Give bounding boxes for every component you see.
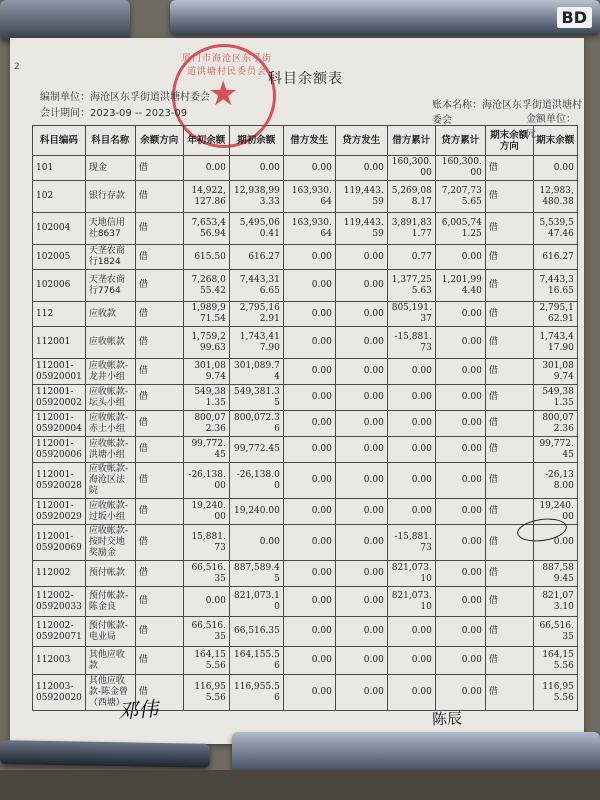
page-number: 2 (14, 62, 20, 72)
table-cell: 借 (135, 525, 183, 561)
table-cell: 0.00 (335, 245, 387, 270)
table-cell: 112001-05920001 (33, 359, 86, 385)
table-cell: 借 (485, 525, 533, 561)
compiling-unit: 编制单位：海沧区东孚街道洪塘村委会 (40, 92, 210, 103)
table-cell: 0.00 (335, 359, 387, 385)
table-cell: 0.00 (435, 245, 485, 270)
table-cell: 3,891,831.77 (387, 213, 435, 245)
table-cell: 112003 (33, 647, 86, 675)
table-cell: 0.00 (435, 327, 485, 359)
table-cell: 借 (135, 156, 183, 181)
table-cell: 112001-05920028 (33, 463, 86, 499)
table-cell: 0.00 (335, 675, 387, 711)
table-cell: 66,516.35 (183, 561, 229, 587)
table-cell: 预付帐款-陈金良 (85, 587, 135, 617)
table-cell: 112002-05920071 (33, 617, 86, 647)
table-cell: 12,938,993.33 (229, 181, 283, 213)
table-cell: 160,300.00 (387, 156, 435, 181)
signature-left: 邓伟 (117, 696, 159, 724)
table-cell: 0.00 (387, 359, 435, 385)
table-cell: 0.00 (335, 617, 387, 647)
table-cell: 887,589.45 (229, 561, 283, 587)
table-cell: 5,539,547.46 (533, 213, 577, 245)
seal-text: 厦门市海沧区东孚街道洪塘村民委员会 (181, 54, 272, 77)
table-cell: 0.00 (335, 647, 387, 675)
table-cell: 7,268,055.42 (183, 270, 229, 302)
table-header-row (33, 126, 578, 156)
table-cell: 616.27 (533, 245, 577, 270)
column-header: 期初余额 (229, 126, 283, 156)
table-cell: 预付帐款-电业局 (85, 617, 135, 647)
table-cell: 0.00 (283, 561, 335, 587)
column-header: 期末余额方向 (485, 126, 533, 156)
column-header: 借方发生 (283, 126, 335, 156)
table-cell: 821,073.10 (387, 561, 435, 587)
table-cell: 1,377,255.63 (387, 270, 435, 302)
table-cell: 借 (135, 411, 183, 437)
table-cell: 19,240.00 (229, 499, 283, 525)
table-cell: 116,955.56 (533, 675, 577, 711)
column-header: 科目编码 (33, 126, 86, 156)
table-cell: 112001-05920006 (33, 437, 86, 463)
table-cell: 借 (135, 675, 183, 711)
table-cell: 0.00 (283, 385, 335, 411)
table-cell: 0.00 (283, 647, 335, 675)
column-header: 贷方发生 (335, 126, 387, 156)
table-cell: 0.00 (435, 359, 485, 385)
accounting-period: 会计期间：2023-09 -- 2023-09 (40, 108, 188, 119)
table-cell: 应收款 (85, 302, 135, 327)
table-cell: 0.00 (283, 245, 335, 270)
table-cell: 天地信用社8637 (85, 213, 135, 245)
table-cell: 0.00 (435, 385, 485, 411)
table-cell: 0.00 (283, 411, 335, 437)
table-cell: 301,089.74 (229, 359, 283, 385)
table-cell: 应收帐款 (85, 327, 135, 359)
table-cell: 112001-05920069 (33, 525, 86, 561)
table-cell: 119,443.59 (335, 213, 387, 245)
table-cell: 借 (135, 385, 183, 411)
background-binder-bar-bottom-left (0, 740, 210, 768)
table-cell: 应收帐款-龙井小组 (85, 359, 135, 385)
table-cell: 借 (485, 302, 533, 327)
table-cell: 102 (33, 181, 86, 213)
table-cell: 112001 (33, 327, 86, 359)
table-cell: 0.00 (283, 270, 335, 302)
table-cell: 借 (485, 499, 533, 525)
table-cell: 301,089.74 (533, 359, 577, 385)
table-cell: 借 (135, 181, 183, 213)
table-cell: 借 (135, 463, 183, 499)
table-cell: 99,772.45 (229, 437, 283, 463)
table-cell: 0.00 (387, 385, 435, 411)
table-cell: 0.00 (283, 587, 335, 617)
table-cell: 借 (485, 156, 533, 181)
table-cell: 借 (135, 327, 183, 359)
table-cell: 7,653,456.94 (183, 213, 229, 245)
table-cell: 0.77 (387, 245, 435, 270)
table-cell: 0.00 (387, 463, 435, 499)
table-cell: 800,072.36 (533, 411, 577, 437)
table-cell: 119,443.59 (335, 181, 387, 213)
table-cell: 0.00 (335, 411, 387, 437)
table-cell: 0.00 (335, 587, 387, 617)
table-cell: 549,381.35 (533, 385, 577, 411)
brand-sticker: BD (557, 7, 592, 28)
table-row (33, 181, 578, 213)
table-cell: 0.00 (229, 156, 283, 181)
table-cell: 0.00 (283, 359, 335, 385)
table-cell: 天垄农商行7764 (85, 270, 135, 302)
table-cell: 0.00 (387, 499, 435, 525)
background-binder-clip-right (170, 0, 600, 34)
table-cell: 0.00 (435, 302, 485, 327)
column-header: 科目名称 (85, 126, 135, 156)
table-cell: 5,269,088.17 (387, 181, 435, 213)
table-cell: 112001-05920004 (33, 411, 86, 437)
table-cell: 112001-05920029 (33, 499, 86, 525)
table-cell: 0.00 (387, 411, 435, 437)
table-cell: 应收帐款-洪塘小组 (85, 437, 135, 463)
table-row (33, 327, 578, 359)
table-cell: 0.00 (335, 437, 387, 463)
table-cell: 0.00 (435, 499, 485, 525)
table-row (33, 302, 578, 327)
table-cell: 0.00 (183, 587, 229, 617)
table-cell: 112002 (33, 561, 86, 587)
table-cell: 借 (485, 385, 533, 411)
table-row (33, 561, 578, 587)
table-cell: 0.00 (387, 675, 435, 711)
table-cell: 800,072.36 (229, 411, 283, 437)
table-cell: 549,381.35 (183, 385, 229, 411)
column-header: 年初余额 (183, 126, 229, 156)
table-cell: 借 (135, 647, 183, 675)
table-cell: 应收帐款-过坂小组 (85, 499, 135, 525)
table-cell: 1,989,971.54 (183, 302, 229, 327)
table-cell: 163,930.64 (283, 213, 335, 245)
table-cell: -15,881.73 (387, 327, 435, 359)
column-header: 余额方向 (135, 126, 183, 156)
table-cell: 0.00 (435, 617, 485, 647)
table-cell: 借 (485, 437, 533, 463)
table-cell: 1,201,994.40 (435, 270, 485, 302)
table-cell: 0.00 (533, 156, 577, 181)
table-cell: 借 (135, 359, 183, 385)
table-cell: 163,930.64 (283, 181, 335, 213)
table-cell: 0.00 (335, 561, 387, 587)
table-cell: 19,240.00 (533, 499, 577, 525)
account-book-name: 账本名称：海沧区东孚街道洪塘村委会 (432, 100, 582, 126)
table-row (33, 245, 578, 270)
table-cell: 66,516.35 (183, 617, 229, 647)
table-cell: 99,772.45 (533, 437, 577, 463)
table-cell: 0.00 (435, 561, 485, 587)
balance-table (32, 125, 578, 711)
table-cell: 616.27 (229, 245, 283, 270)
table-cell: 应收帐款-赤土小组 (85, 411, 135, 437)
table-row (33, 270, 578, 302)
table-cell: 164,155.56 (533, 647, 577, 675)
table-cell: 借 (485, 675, 533, 711)
table-row (33, 463, 578, 499)
table-cell: 615.50 (183, 245, 229, 270)
table-cell: 借 (485, 561, 533, 587)
table-cell: 借 (485, 617, 533, 647)
table-cell: 借 (135, 245, 183, 270)
table-cell: 164,155.56 (229, 647, 283, 675)
table-cell: 应收帐款-按时交地奖励金 (85, 525, 135, 561)
table-cell: 其他应收款-陈金曾（西塘） (85, 675, 135, 711)
table-cell: 借 (485, 647, 533, 675)
table-cell: 0.00 (435, 525, 485, 561)
document-title: 科目余额表 (268, 71, 343, 87)
table-cell: 112 (33, 302, 86, 327)
table-cell: 160,300.00 (435, 156, 485, 181)
table-cell: 借 (135, 617, 183, 647)
table-cell: 应收帐款-海沧区法院 (85, 463, 135, 499)
table-cell: 0.00 (283, 525, 335, 561)
table-cell: 0.00 (335, 302, 387, 327)
table-cell: 112001-05920002 (33, 385, 86, 411)
table-cell: 0.00 (283, 302, 335, 327)
document-page (10, 38, 584, 744)
table-cell: 102005 (33, 245, 86, 270)
table-cell: 15,881.73 (183, 525, 229, 561)
table-cell: 0.00 (183, 156, 229, 181)
table-cell: 549,381.35 (229, 385, 283, 411)
table-row (33, 675, 578, 711)
table-row (33, 411, 578, 437)
table-row (33, 525, 578, 561)
table-row (33, 617, 578, 647)
table-cell: 0.00 (335, 270, 387, 302)
table-cell: 0.00 (283, 617, 335, 647)
table-cell: 14,922,127.86 (183, 181, 229, 213)
table-cell: 0.00 (435, 587, 485, 617)
table-cell: 0.00 (335, 463, 387, 499)
table-cell: 116,955.56 (183, 675, 229, 711)
background-binder-clip-left (0, 0, 130, 40)
table-row (33, 359, 578, 385)
table-cell: 301,089.74 (183, 359, 229, 385)
table-cell: -26,138.00 (183, 463, 229, 499)
currency-unit: 金额单位：元 (526, 114, 576, 140)
table-cell: 0.00 (283, 437, 335, 463)
column-header: 借方累计 (387, 126, 435, 156)
table-cell: 借 (485, 213, 533, 245)
table-cell: 116,955.56 (229, 675, 283, 711)
table-cell: 0.00 (435, 437, 485, 463)
table-cell: 其他应收款 (85, 647, 135, 675)
table-cell: 66,516.35 (229, 617, 283, 647)
table-cell: 7,443,316.65 (229, 270, 283, 302)
table-cell: -26,138.00 (229, 463, 283, 499)
table-cell: 借 (135, 302, 183, 327)
table-cell: 借 (485, 411, 533, 437)
table-cell: 1,743,417.90 (229, 327, 283, 359)
table-cell: 821,073.10 (387, 587, 435, 617)
table-cell: 0.00 (229, 525, 283, 561)
table-cell: 821,073.10 (229, 587, 283, 617)
seal-star-icon: ★ (208, 74, 239, 114)
table-cell: 112003-05920020 (33, 675, 86, 711)
table-cell: 887,589.45 (533, 561, 577, 587)
table-cell: 7,207,735.65 (435, 181, 485, 213)
table-row (33, 647, 578, 675)
table-cell: 借 (485, 587, 533, 617)
table-cell: 0.00 (283, 499, 335, 525)
table-cell: 借 (485, 359, 533, 385)
table-cell: 0.00 (335, 156, 387, 181)
table-cell: 0.00 (387, 647, 435, 675)
table-cell: 821,073.10 (533, 587, 577, 617)
table-cell: 现金 (85, 156, 135, 181)
table-cell: 0.00 (283, 675, 335, 711)
signature-right: 陈辰 (431, 709, 463, 729)
table-cell: 借 (485, 463, 533, 499)
table-cell: -26,138.00 (533, 463, 577, 499)
table-cell: 7,443,316.65 (533, 270, 577, 302)
table-row (33, 437, 578, 463)
table-cell: 805,191.37 (387, 302, 435, 327)
table-row (33, 499, 578, 525)
table-cell: 应收帐款-坛头小组 (85, 385, 135, 411)
table-row (33, 213, 578, 245)
table-cell: 12,983,480.38 (533, 181, 577, 213)
table-row (33, 385, 578, 411)
table-cell: 1,759,299.63 (183, 327, 229, 359)
table-cell: 164,155.56 (183, 647, 229, 675)
table-cell: 借 (485, 245, 533, 270)
table-cell: 0.00 (283, 327, 335, 359)
table-row (33, 587, 578, 617)
table-cell: 19,240.00 (183, 499, 229, 525)
table-cell: 0.00 (283, 463, 335, 499)
table-cell: 借 (135, 499, 183, 525)
table-cell: 2,795,162.91 (229, 302, 283, 327)
table-cell: 66,516.35 (533, 617, 577, 647)
table-cell: 0.00 (435, 463, 485, 499)
table-cell: 800,072.36 (183, 411, 229, 437)
table-cell: -15,881.73 (387, 525, 435, 561)
table-cell: 0.00 (335, 499, 387, 525)
table-cell: 借 (485, 270, 533, 302)
table-cell: 0.00 (435, 411, 485, 437)
column-header: 期末余额 (533, 126, 577, 156)
table-cell: 5,495,060.41 (229, 213, 283, 245)
table-cell: 0.00 (435, 647, 485, 675)
table-cell: 2,795,162.91 (533, 302, 577, 327)
table-cell: 0.00 (387, 437, 435, 463)
table-cell: 102006 (33, 270, 86, 302)
table-cell: 天垄农商行1824 (85, 245, 135, 270)
table-cell: 0.00 (335, 385, 387, 411)
table-cell: 0.00 (335, 525, 387, 561)
table-cell: 借 (135, 437, 183, 463)
table-cell: 101 (33, 156, 86, 181)
table-cell: 99,772.45 (183, 437, 229, 463)
table-cell: 102004 (33, 213, 86, 245)
table-cell: 借 (135, 561, 183, 587)
table-cell: 银行存款 (85, 181, 135, 213)
table-cell: 借 (135, 587, 183, 617)
table-cell: 借 (485, 327, 533, 359)
table-cell: 0.00 (335, 327, 387, 359)
table-cell: 0.00 (387, 617, 435, 647)
table-cell: 1,743,417.90 (533, 327, 577, 359)
table-cell: 预付帐款 (85, 561, 135, 587)
table-cell: 借 (135, 213, 183, 245)
table-cell: 0.00 (533, 525, 577, 561)
table-cell: 0.00 (283, 156, 335, 181)
table-cell: 112002-05920033 (33, 587, 86, 617)
background-desk (0, 770, 600, 800)
table-cell: 借 (135, 270, 183, 302)
table-cell: 0.00 (435, 675, 485, 711)
table-cell: 借 (485, 181, 533, 213)
table-row (33, 156, 578, 181)
table-cell: 6,005,741.25 (435, 213, 485, 245)
column-header: 贷方累计 (435, 126, 485, 156)
